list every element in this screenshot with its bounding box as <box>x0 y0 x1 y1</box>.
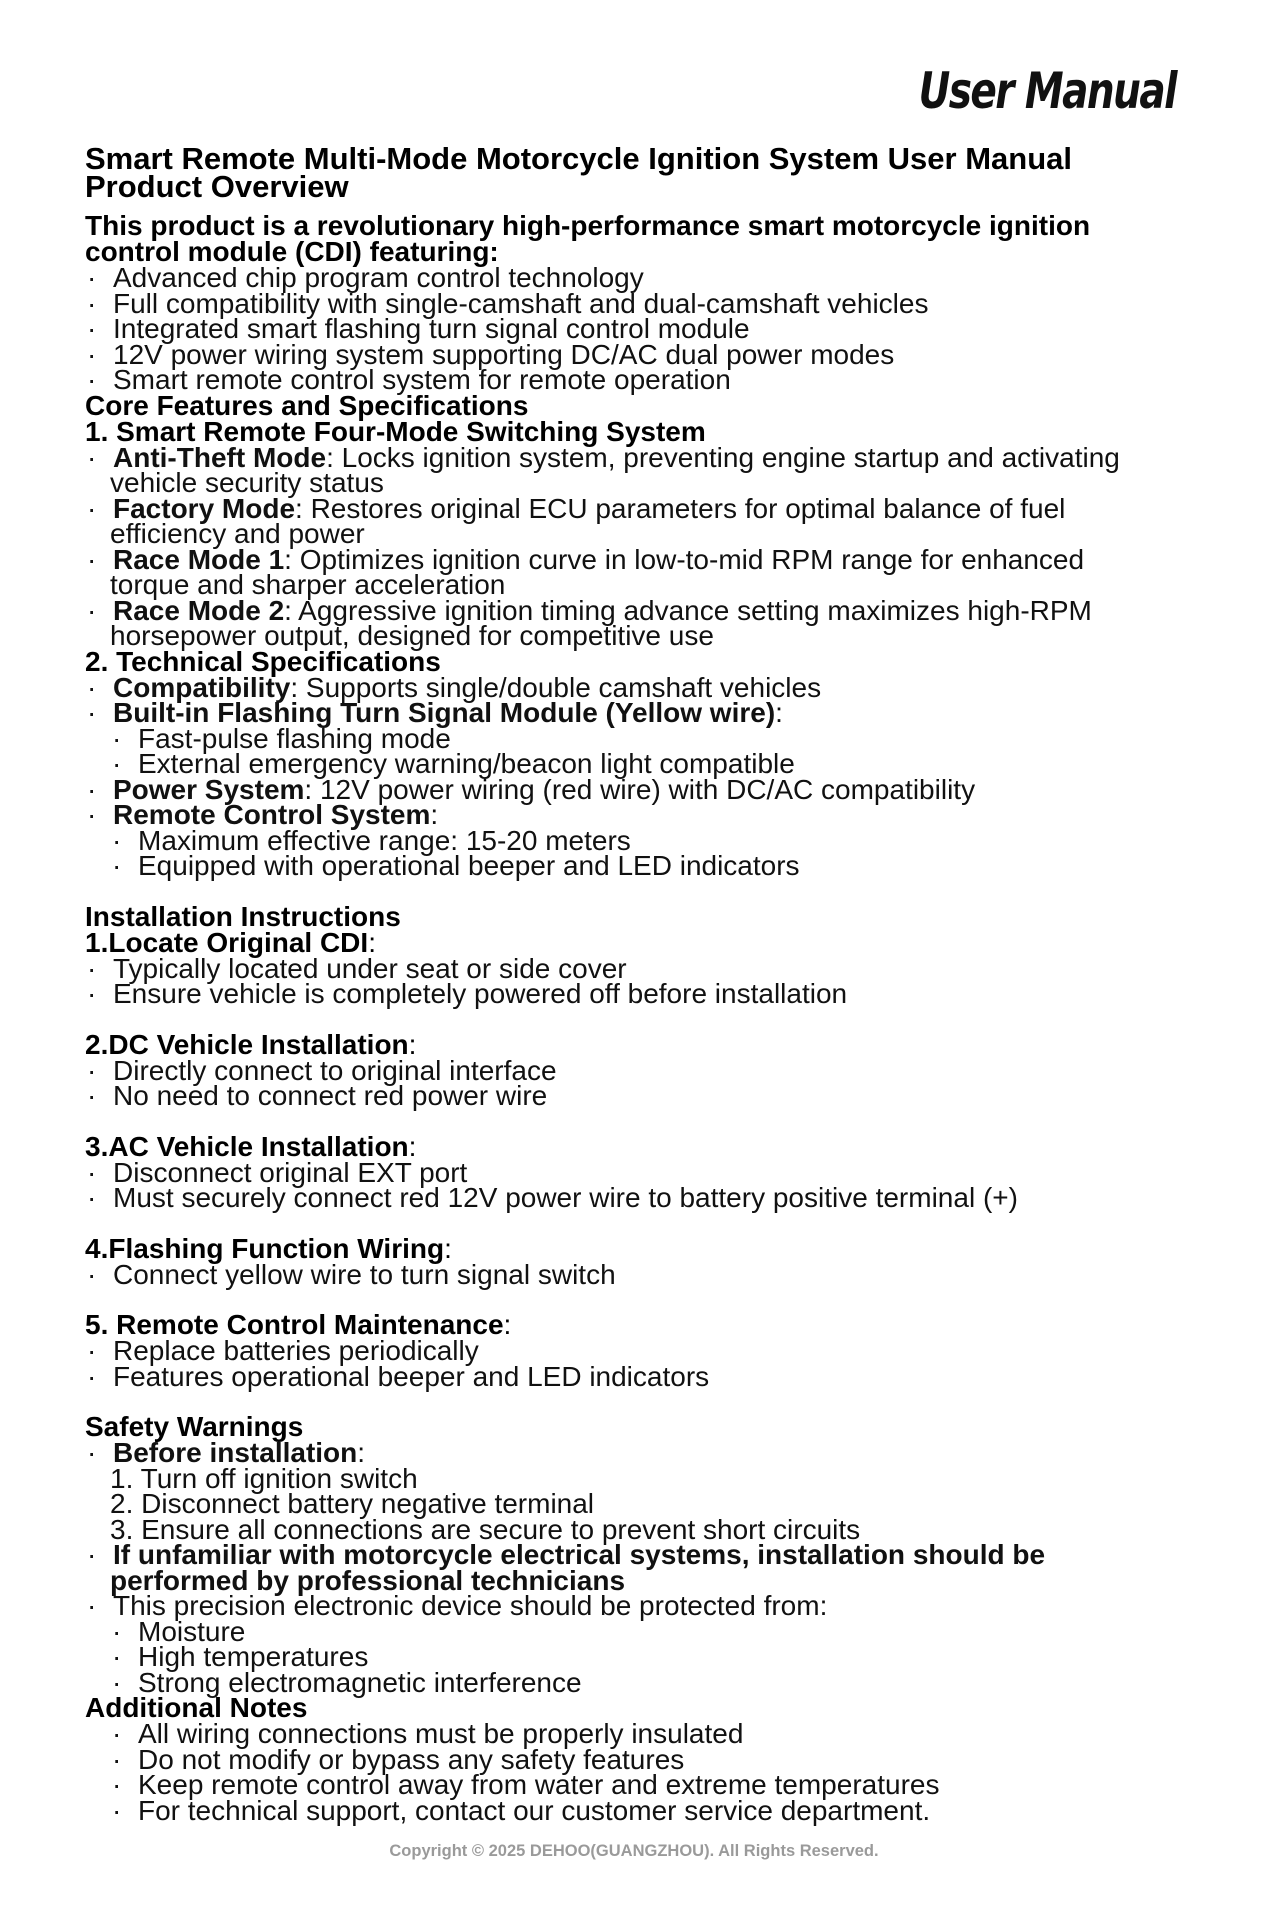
list-item-continuation: performed by professional technicians <box>110 1564 626 1596</box>
list-item: · Disconnect original EXT port <box>87 1156 468 1188</box>
list-item: · Anti-Theft Mode: Locks ignition system, preventing engine startup and activating <box>87 441 1120 473</box>
install-step-heading: 3.AC Vehicle Installation: <box>85 1130 417 1162</box>
subsection-heading-modes: 1. Smart Remote Four-Mode Switching System <box>85 415 706 447</box>
list-item: · Smart remote control system for remote operation <box>87 364 731 395</box>
install-step <box>85 1028 1195 1111</box>
sub-list-item: · Fast-pulse flashing mode <box>112 722 451 754</box>
bullet-icon: · <box>112 748 122 779</box>
bullet-icon: · <box>87 1539 97 1570</box>
list-item: · Integrated smart flashing turn signal control module <box>87 313 750 344</box>
list-item: · Before installation: <box>87 1437 366 1468</box>
list-item: · This precision electronic device should be protected from: <box>87 1590 828 1621</box>
list-item: · If unfamiliar with motorcycle electrical systems, installation should be <box>87 1539 1046 1570</box>
bullet-icon: · <box>112 1615 122 1647</box>
list-item: · Built-in Flashing Turn Signal Module (Yellow wire): <box>87 697 783 728</box>
sub-list-item: · Moisture <box>112 1615 246 1647</box>
intro-line: This product is a revolutionary high-performance smart motorcycle ignition <box>85 210 1091 241</box>
bullet-icon: · <box>87 338 97 370</box>
sub-list-item: · Keep remote control away from water and extreme temperatures <box>112 1769 940 1800</box>
list-item: · Ensure vehicle is completely powered off before installation <box>87 978 848 1009</box>
bullet-icon: · <box>87 697 97 728</box>
list-item-continuation: horsepower output, designed for competitive use <box>110 620 714 651</box>
install-step-heading: 4.Flashing Function Wiring: <box>85 1232 452 1264</box>
bullet-icon: · <box>87 364 97 395</box>
list-item: · Directly connect to original interface <box>87 1054 557 1086</box>
list-item: · Must securely connect red 12V power wire to battery positive terminal (+) <box>87 1182 1018 1213</box>
brand-title: User Manual <box>918 62 1176 120</box>
list-item-continuation: torque and sharper acceleration <box>110 569 506 600</box>
bullet-icon: · <box>87 594 97 626</box>
bullet-icon: · <box>87 492 97 524</box>
list-item: · Power System: 12V power wiring (red wire) with DC/AC compatibility <box>87 773 976 805</box>
notes-list <box>85 1718 1195 1826</box>
bullet-icon: · <box>112 1794 122 1826</box>
bullet-icon: · <box>87 543 97 575</box>
install-step <box>85 926 1195 1009</box>
bullet-icon: · <box>87 262 97 293</box>
subsection-heading-tech: 2. Technical Specifications <box>85 645 441 677</box>
bullet-icon: · <box>112 1666 122 1698</box>
numbered-step: 3. Ensure all connections are secure to prevent short circuits <box>110 1513 861 1545</box>
install-step <box>85 1309 1195 1392</box>
section-heading-safety: Safety Warnings <box>85 1411 304 1442</box>
list-item: · No need to connect red power wire <box>87 1080 548 1111</box>
list-item: · Factory Mode: Restores original ECU parameters for optimal balance of fuel <box>87 492 1066 524</box>
list-item: · Connect yellow wire to turn signal switch <box>87 1258 616 1290</box>
sub-list-item: · Strong electromagnetic interference <box>112 1666 582 1698</box>
install-step-heading: 2.DC Vehicle Installation: <box>85 1028 417 1060</box>
install-step <box>85 1232 1195 1290</box>
install-step <box>85 1130 1195 1213</box>
bullet-icon: · <box>87 1590 97 1621</box>
list-item-continuation: efficiency and power <box>110 518 365 549</box>
sub-list-item: · For technical support, contact our customer service department. <box>112 1794 931 1826</box>
bullet-icon: · <box>87 773 97 805</box>
list-item: · Compatibility: Supports single/double camshaft vehicles <box>87 671 822 703</box>
bullet-icon: · <box>87 1258 97 1290</box>
list-item: · Typically located under seat or side cover <box>87 952 627 984</box>
sub-list-item: · High temperatures <box>112 1641 369 1672</box>
bullet-icon: · <box>112 824 122 856</box>
copyright-footer: Copyright © 2025 DEHOO(GUANGZHOU). All Rights Reserved. <box>389 1842 879 1860</box>
numbered-step: 2. Disconnect battery negative terminal <box>110 1488 595 1519</box>
safety-list <box>85 1437 1195 1698</box>
install-step-heading: 1.Locate Original CDI: <box>85 926 376 958</box>
bullet-icon: · <box>112 722 122 754</box>
bullet-icon: · <box>87 313 97 344</box>
list-item: · Race Mode 1: Optimizes ignition curve in low-to-mid RPM range for enhanced <box>87 543 1085 575</box>
bullet-icon: · <box>87 1080 97 1111</box>
bullet-icon: · <box>112 1641 122 1672</box>
sub-list-item: · External emergency warning/beacon light compatible <box>112 748 795 779</box>
overview-list <box>85 262 1195 395</box>
modes-list <box>85 441 1195 651</box>
sub-list-item: · Do not modify or bypass any safety features <box>112 1743 685 1775</box>
list-item: · Full compatibility with single-camshaft and dual-camshaft vehicles <box>87 287 929 319</box>
sub-list-item: · All wiring connections must be properly insulated <box>112 1718 744 1749</box>
intro-line: control module (CDI) featuring: <box>85 236 499 267</box>
bullet-icon: · <box>87 978 97 1009</box>
bullet-icon: · <box>87 671 97 703</box>
bullet-icon: · <box>87 287 97 319</box>
section-heading-overview: Product Overview <box>85 169 349 204</box>
list-item: · Replace batteries periodically <box>87 1335 479 1366</box>
sub-list-item: · Equipped with operational beeper and LED indicators <box>112 850 800 881</box>
list-item: · Race Mode 2: Aggressive ignition timing advance setting maximizes high-RPM <box>87 594 1092 626</box>
bullet-icon: · <box>87 952 97 984</box>
bullet-icon: · <box>112 1718 122 1749</box>
section-heading-core: Core Features and Specifications <box>85 389 529 421</box>
bullet-icon: · <box>112 850 122 881</box>
manual-content <box>85 141 1195 1826</box>
list-item-continuation: vehicle security status <box>110 467 384 498</box>
tech-list <box>85 671 1195 881</box>
list-item: · 12V power wiring system supporting DC/AC dual power modes <box>87 338 895 370</box>
numbered-step: 1. Turn off ignition switch <box>110 1462 418 1494</box>
bullet-icon: · <box>87 1437 97 1468</box>
list-item: · Remote Control System: <box>87 799 439 830</box>
bullet-icon: · <box>112 1769 122 1800</box>
bullet-icon: · <box>87 799 97 830</box>
bullet-icon: · <box>112 1743 122 1775</box>
bullet-icon: · <box>87 1182 97 1213</box>
list-item: · Features operational beeper and LED indicators <box>87 1360 710 1392</box>
bullet-icon: · <box>87 441 97 473</box>
bullet-icon: · <box>87 1335 97 1366</box>
sub-list-item: · Maximum effective range: 15-20 meters <box>112 824 631 856</box>
bullet-icon: · <box>87 1360 97 1392</box>
list-item: · Advanced chip program control technology <box>87 262 644 293</box>
bullet-icon: · <box>87 1156 97 1188</box>
section-heading-installation: Installation Instructions <box>85 900 401 932</box>
install-step-heading: 5. Remote Control Maintenance: <box>85 1309 512 1340</box>
bullet-icon: · <box>87 1054 97 1086</box>
document-title: Smart Remote Multi-Mode Motorcycle Ignition System User Manual <box>85 141 1072 176</box>
section-heading-notes: Additional Notes <box>85 1692 308 1723</box>
